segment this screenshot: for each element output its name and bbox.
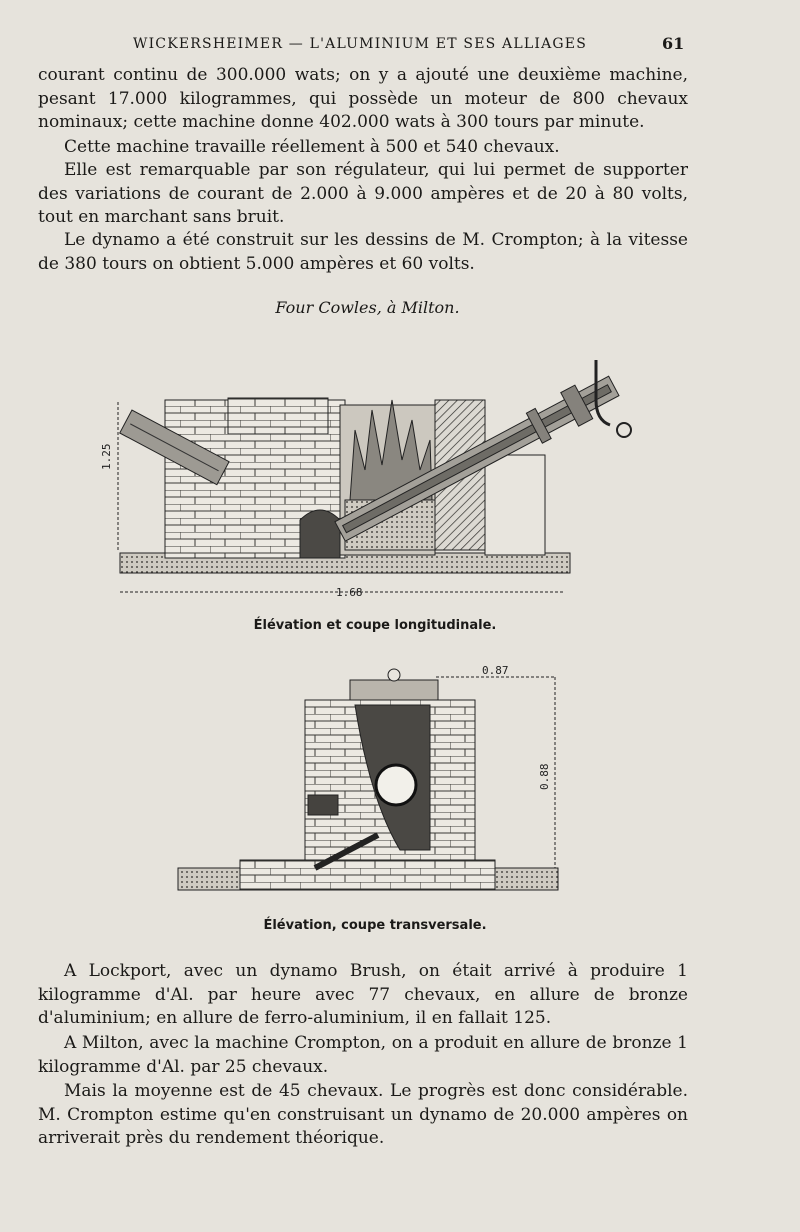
figure-caption-2: Élévation, coupe transversale. (263, 918, 487, 933)
dim-height-2: 0.88 (538, 763, 551, 790)
paragraph-3-text: Elle est remarquable par son régulateur, qui lui permet de supporter des variations de courant de 2.000 à 9.000 ampères et de 20 à 80 volts, tout en marchant sans bruit. (38, 160, 688, 227)
dim-width-1: 1.68 (336, 586, 363, 599)
electrode-port (376, 765, 416, 805)
figure-caption-1: Élévation et coupe longitudinale. (253, 618, 497, 633)
cap-ring (388, 669, 400, 681)
paragraph-1-text: courant continu de 300.000 wats; on y a ajouté une deuxième machine, pesant 17.000 kilogrammes, qui possède un moteur de 800 chevaux nominaux; cette machine donne 402.000 wats à 300 tours par minute. (38, 65, 688, 132)
paragraph-5-text: A Lockport, avec un dynamo Brush, on était arrivé à produire 1 kilogramme d'Al. par heure avec 77 chevaux, en allure de bronze d'aluminium; en allure de ferro-aluminium, il en fallait 125. (38, 961, 688, 1028)
dim-width-2: 0.87 (482, 664, 509, 677)
cap (350, 680, 438, 700)
figure-title: Four Cowles, à Milton. (275, 298, 460, 317)
paragraph-4-text: Le dynamo a été construit sur les dessins de M. Crompton; à la vitesse de 380 tours on obtient 5.000 ampères et 60 volts. (38, 230, 688, 274)
valve-wheel (617, 423, 631, 437)
dim-height-1: 1.25 (100, 443, 113, 470)
paragraph-2-text: Cette machine travaille réellement à 500 et 540 chevaux. (64, 137, 560, 157)
furnace-opening (300, 510, 340, 558)
paragraph-5 (38, 960, 688, 1031)
paragraph-7 (38, 1080, 688, 1151)
paragraph-6-text: A Milton, avec la machine Crompton, on a produit en allure de bronze 1 kilogramme d'Al. par 25 chevaux. (38, 1033, 688, 1077)
figure-transverse-section (178, 664, 558, 890)
running-title: WICKERSHEIMER — L'ALUMINIUM ET SES ALLIAGES (132, 36, 587, 52)
page-number: 61 (662, 34, 685, 53)
paragraph-6 (38, 1032, 688, 1079)
paragraph-7-text: Mais la moyenne est de 45 chevaux. Le progrès est donc considérable. M. Crompton estime qu'en construisant un dynamo de 20.000 ampères on arriverait près du rendement théorique. (38, 1081, 688, 1148)
figure-longitudinal-section (100, 360, 631, 599)
